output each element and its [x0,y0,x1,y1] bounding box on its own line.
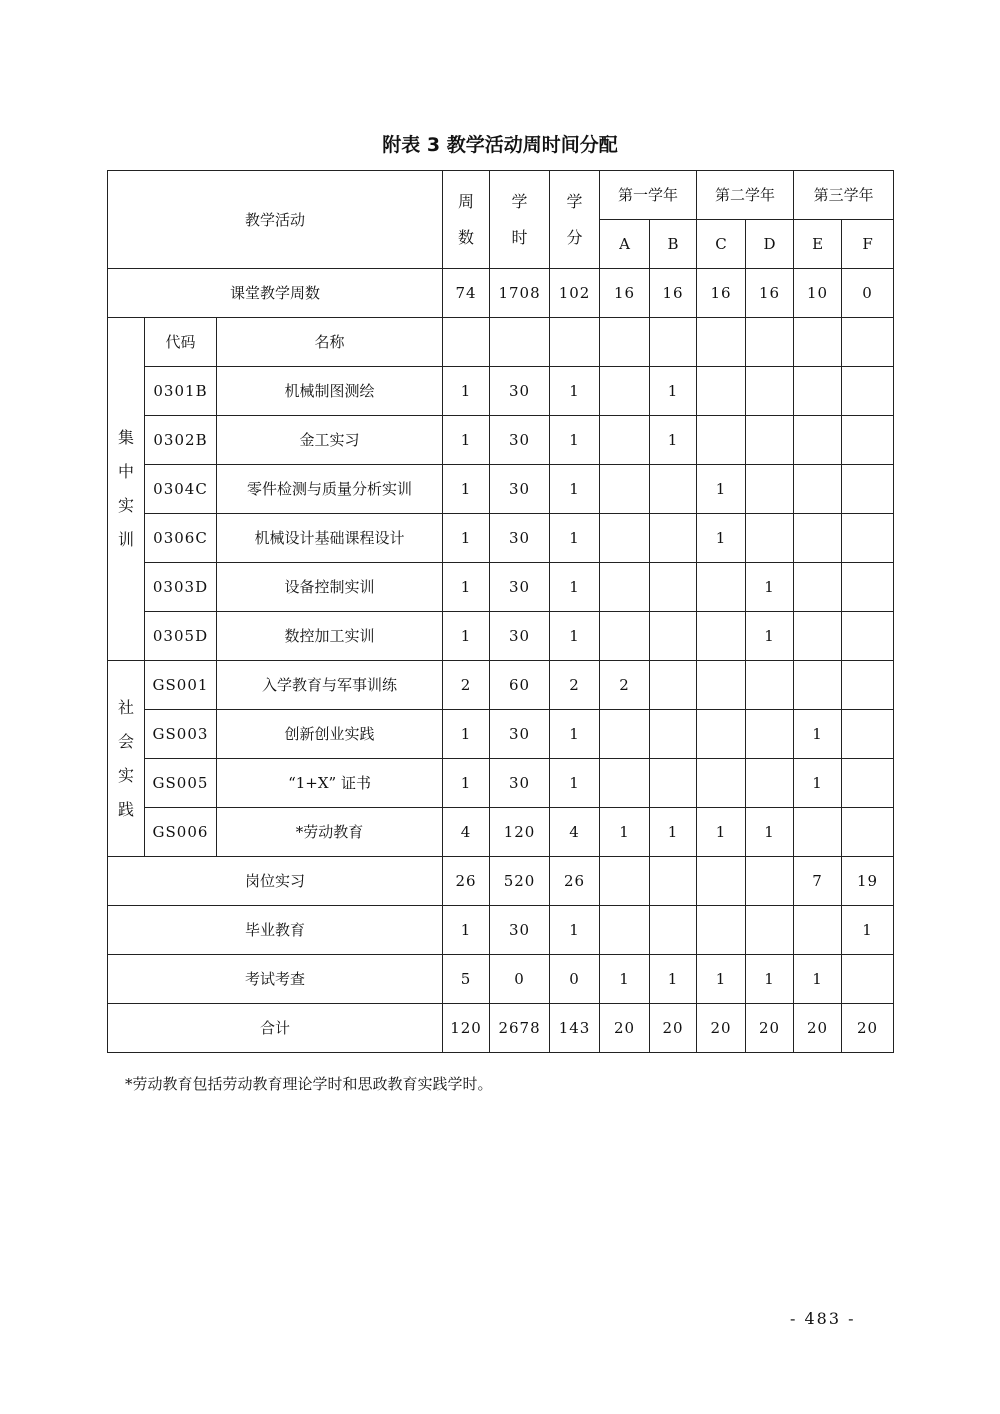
summary-term [600,906,650,955]
item-term [600,465,650,514]
summary-hours: 30 [490,906,550,955]
table-row [108,808,894,857]
item-term: 1 [794,710,842,759]
classroom-term: 0 [842,269,894,318]
summary-term: 20 [600,1004,650,1053]
table-row [108,416,894,465]
item-term: 1 [697,808,746,857]
summary-term: 20 [697,1004,746,1053]
item-term [600,367,650,416]
item-term [842,514,894,563]
item-term [794,465,842,514]
summary-weeks: 1 [443,906,490,955]
item-name: 机械制图测绘 [217,367,443,416]
item-term [600,416,650,465]
header-year2: 第二学年 [697,171,794,220]
header-credits: 学 分 [550,171,600,269]
item-term [842,367,894,416]
item-term [697,612,746,661]
item-term: 1 [794,759,842,808]
summary-hours: 0 [490,955,550,1004]
item-term [842,465,894,514]
summary-weeks: 120 [443,1004,490,1053]
table-row [108,563,894,612]
weekly-allocation-table [107,170,894,1053]
term-c: C [697,220,746,269]
summary-row [108,857,894,906]
item-name: 数控加工实训 [217,612,443,661]
item-hours: 30 [490,759,550,808]
summary-term: 1 [794,955,842,1004]
term-f: F [842,220,894,269]
summary-label: 岗位实习 [108,857,443,906]
table-row [108,465,894,514]
sub-header-row [108,318,894,367]
item-term [794,661,842,710]
item-term: 1 [650,808,697,857]
classroom-term: 16 [697,269,746,318]
summary-term [697,906,746,955]
summary-term [650,857,697,906]
item-term [697,367,746,416]
item-term [794,808,842,857]
item-term [746,465,794,514]
item-credits: 1 [550,465,600,514]
item-weeks: 1 [443,563,490,612]
summary-term [746,906,794,955]
summary-credits: 1 [550,906,600,955]
item-code: GS001 [145,661,217,710]
item-hours: 30 [490,612,550,661]
item-code: 0301B [145,367,217,416]
summary-term: 20 [746,1004,794,1053]
summary-term: 1 [697,955,746,1004]
item-term [650,612,697,661]
item-name: *劳动教育 [217,808,443,857]
item-term [842,808,894,857]
item-term [650,710,697,759]
table-row [108,710,894,759]
summary-term: 20 [650,1004,697,1053]
classroom-term: 16 [650,269,697,318]
item-code: 0303D [145,563,217,612]
item-weeks: 1 [443,465,490,514]
table-row [108,759,894,808]
classroom-row [108,269,894,318]
item-code: GS006 [145,808,217,857]
item-code: 0306C [145,514,217,563]
item-term [794,612,842,661]
summary-label: 合计 [108,1004,443,1053]
summary-row [108,1004,894,1053]
item-term [697,710,746,759]
item-term [842,710,894,759]
page-number: - 483 - [790,1309,856,1328]
item-term: 1 [650,367,697,416]
header-weeks: 周 数 [443,171,490,269]
item-credits: 2 [550,661,600,710]
summary-term: 1 [746,955,794,1004]
summary-weeks: 26 [443,857,490,906]
item-term [600,710,650,759]
summary-hours: 2678 [490,1004,550,1053]
sub-header-name: 名称 [217,318,443,367]
item-term: 1 [650,416,697,465]
summary-term [600,857,650,906]
group-label-social-practice: 社 会 实 践 [108,661,145,857]
footnote: *劳动教育包括劳动教育理论学时和思政教育实践学时。 [125,1075,493,1093]
summary-row [108,955,894,1004]
item-term [697,563,746,612]
item-term: 1 [746,563,794,612]
summary-credits: 143 [550,1004,600,1053]
item-term [842,759,894,808]
summary-credits: 0 [550,955,600,1004]
item-term [600,612,650,661]
item-credits: 1 [550,612,600,661]
item-name: 机械设计基础课程设计 [217,514,443,563]
table-row [108,367,894,416]
item-credits: 1 [550,367,600,416]
item-weeks: 1 [443,514,490,563]
summary-term [746,857,794,906]
item-weeks: 4 [443,808,490,857]
item-term: 1 [697,514,746,563]
classroom-label: 课堂教学周数 [108,269,443,318]
item-name: 入学教育与军事训练 [217,661,443,710]
item-hours: 30 [490,416,550,465]
item-name: 设备控制实训 [217,563,443,612]
header-year3: 第三学年 [794,171,894,220]
item-code: 0302B [145,416,217,465]
header-activity: 教学活动 [108,171,443,269]
table-title: 附表 3 教学活动周时间分配 [382,134,618,156]
term-a: A [600,220,650,269]
item-hours: 60 [490,661,550,710]
item-hours: 30 [490,367,550,416]
summary-label: 考试考查 [108,955,443,1004]
table-row [108,514,894,563]
term-e: E [794,220,842,269]
item-term [746,661,794,710]
header-hours: 学 时 [490,171,550,269]
summary-term: 20 [794,1004,842,1053]
item-weeks: 1 [443,612,490,661]
summary-term: 20 [842,1004,894,1053]
item-term [746,710,794,759]
item-credits: 1 [550,563,600,612]
item-term [697,759,746,808]
item-term [600,514,650,563]
summary-hours: 520 [490,857,550,906]
term-b: B [650,220,697,269]
item-term [794,514,842,563]
summary-weeks: 5 [443,955,490,1004]
item-term [842,416,894,465]
summary-credits: 26 [550,857,600,906]
classroom-term: 16 [600,269,650,318]
header-year1: 第一学年 [600,171,697,220]
item-term [794,367,842,416]
summary-term [650,906,697,955]
item-credits: 1 [550,514,600,563]
item-weeks: 2 [443,661,490,710]
item-name: 金工实习 [217,416,443,465]
classroom-credits: 102 [550,269,600,318]
summary-term: 1 [650,955,697,1004]
item-term [842,661,894,710]
item-term [746,514,794,563]
summary-term: 1 [842,906,894,955]
classroom-term: 10 [794,269,842,318]
table-row [108,612,894,661]
item-credits: 1 [550,710,600,759]
summary-term: 7 [794,857,842,906]
term-d: D [746,220,794,269]
item-code: GS005 [145,759,217,808]
item-name: 零件检测与质量分析实训 [217,465,443,514]
item-term [697,661,746,710]
item-credits: 4 [550,808,600,857]
item-term [746,416,794,465]
item-term [697,416,746,465]
summary-term [842,955,894,1004]
item-name: “1+X” 证书 [217,759,443,808]
item-name: 创新创业实践 [217,710,443,759]
item-term: 2 [600,661,650,710]
item-code: GS003 [145,710,217,759]
item-hours: 30 [490,514,550,563]
item-hours: 120 [490,808,550,857]
item-code: 0304C [145,465,217,514]
item-term [650,661,697,710]
item-term [794,416,842,465]
item-term [600,563,650,612]
item-weeks: 1 [443,710,490,759]
item-term [842,563,894,612]
sub-header-code: 代码 [145,318,217,367]
item-term: 1 [746,808,794,857]
item-term [746,759,794,808]
item-weeks: 1 [443,367,490,416]
item-term [794,563,842,612]
item-weeks: 1 [443,416,490,465]
item-term: 1 [697,465,746,514]
item-term [650,563,697,612]
item-term: 1 [746,612,794,661]
item-term [650,759,697,808]
item-code: 0305D [145,612,217,661]
group-label-concentrated-training: 集 中 实 训 [108,318,145,661]
item-term [600,759,650,808]
item-term [842,612,894,661]
item-hours: 30 [490,563,550,612]
item-credits: 1 [550,759,600,808]
summary-term [794,906,842,955]
item-weeks: 1 [443,759,490,808]
classroom-weeks: 74 [443,269,490,318]
summary-term: 19 [842,857,894,906]
item-hours: 30 [490,465,550,514]
item-term [650,514,697,563]
table-row [108,661,894,710]
item-hours: 30 [490,710,550,759]
summary-row [108,906,894,955]
classroom-hours: 1708 [490,269,550,318]
summary-label: 毕业教育 [108,906,443,955]
classroom-term: 16 [746,269,794,318]
item-credits: 1 [550,416,600,465]
item-term: 1 [600,808,650,857]
summary-term: 1 [600,955,650,1004]
summary-term [697,857,746,906]
item-term [746,367,794,416]
item-term [650,465,697,514]
